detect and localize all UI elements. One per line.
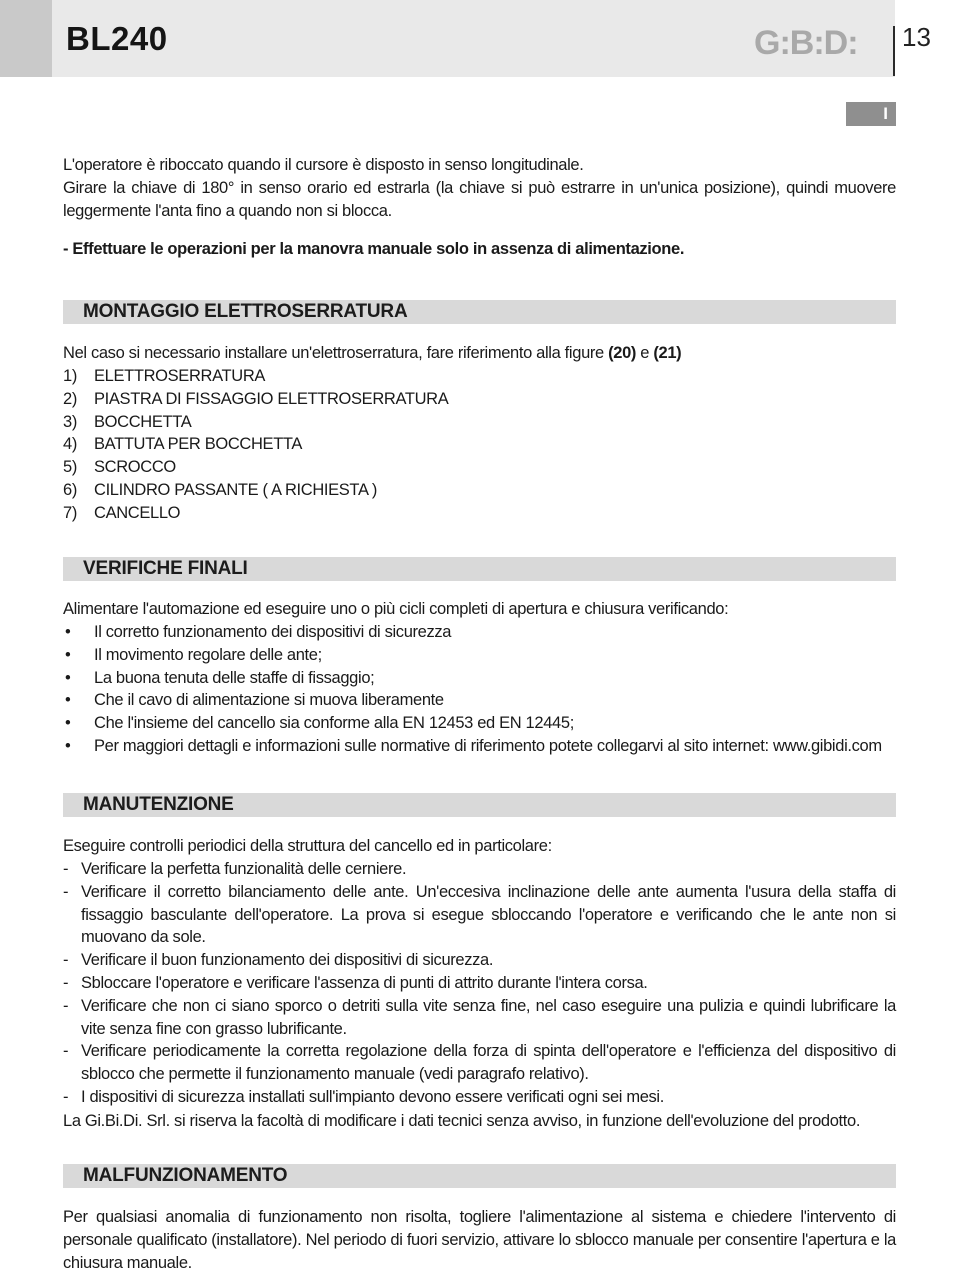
list-item: - Verificare il buon funzionamento dei dispositivi di sicurezza. (63, 951, 494, 970)
list-item: 2) PIASTRA DI FISSAGGIO ELETTROSERRATURA (63, 389, 449, 408)
manutenzione-intro: Eseguire controlli periodici della struttura del cancello ed in particolare: (63, 837, 552, 855)
section-header-malfunzionamento (63, 1164, 896, 1188)
maintenance-list (63, 858, 896, 1109)
checks-list (63, 621, 896, 758)
list-item: - Verificare che non ci siano sporco o detriti sulla vite senza fine, nel caso eseguire una pulizia e quindi lubrificare la vite senza fine con grasso lubrificante. (63, 996, 896, 1038)
montaggio-and: e (636, 344, 654, 362)
logo-text: G:B:D: (754, 24, 858, 62)
list-item: 7) CANCELLO (63, 503, 181, 522)
list-item: • Che l'insieme del cancello sia conforme alla EN 12453 ed EN 12445; (65, 714, 574, 733)
list-item: - Verificare il corretto bilanciamento delle ante. Un'eccesiva inclinazione delle ante aumenta l'usura della staffa di fissaggio basculante dell'operatore. La prova si esegue sbloccando l'operatore e verificando che le ante non si muovano da sole. (63, 882, 896, 947)
list-item: • Il corretto funzionamento dei dispositivi di sicurezza (65, 623, 452, 641)
list-item: - Verificare periodicamente la corretta regolazione della forza di spinta dell'operatore e l'efficienza del dispositivo di sblocco che permette il funzionamento manuale (vedi paragrafo relativo). (63, 1042, 896, 1084)
language-tab (846, 102, 896, 126)
section-title-montaggio: MONTAGGIO ELETTROSERRATURA (83, 301, 408, 322)
language-label: I (883, 104, 888, 123)
section-header-manutenzione (63, 793, 896, 817)
malfunzionamento-text: Per qualsiasi anomalia di funzionamento non risolta, togliere l'alimentazione al sistema e chiedere l'intervento di personale qualificato (installatore). Nel periodo di fuori servizio, attivare lo sblocco manuale per consentire l'apertura e la chiusura manuale. (63, 1208, 896, 1272)
intro-line-1: L'operatore è riboccato quando il cursore è disposto in senso longitudinale. (63, 156, 584, 174)
header-accent-block (0, 0, 52, 77)
list-item: - Sbloccare l'operatore e verificare l'assenza di punti di attrito durante l'intera corsa. (63, 973, 648, 992)
gibidi-logo (752, 22, 864, 62)
section-header-montaggio (63, 300, 896, 324)
list-item: 6) CILINDRO PASSANTE ( A RICHIESTA ) (63, 480, 378, 499)
list-item: • Che il cavo di alimentazione si muova liberamente (65, 691, 444, 710)
header-divider (893, 26, 895, 76)
disclaimer-text: La Gi.Bi.Di. Srl. si riserva la facoltà di modificare i dati tecnici senza avviso, in funzione dell'evoluzione del prodotto. (63, 1112, 861, 1130)
section-header-verifiche (63, 557, 896, 581)
list-item: 4) BATTUTA PER BOCCHETTA (63, 435, 303, 454)
model-title: BL240 (66, 20, 168, 57)
page-header (0, 0, 960, 77)
components-list (63, 365, 896, 525)
list-item: • Per maggiori dettagli e informazioni sulle normative di riferimento potete collegarvi al sito internet: www.gibidi.com (65, 736, 882, 755)
figure-ref-20: (20) (608, 344, 637, 362)
montaggio-intro-text: Nel caso si necessario installare un'elettroserratura, fare riferimento alla figure (63, 344, 609, 362)
list-item: 3) BOCCHETTA (63, 412, 192, 431)
list-item: • La buona tenuta delle staffe di fissaggio; (65, 668, 375, 687)
page-number: 13 (902, 22, 931, 52)
manual-operation-warning: - Effettuare le operazioni per la manovra manuale solo in assenza di alimentazione. (63, 240, 685, 258)
section-title-manutenzione: MANUTENZIONE (83, 794, 234, 815)
section-title-verifiche: VERIFICHE FINALI (83, 558, 248, 579)
list-item: 5) SCROCCO (63, 458, 176, 477)
section-title-malfunzionamento: MALFUNZIONAMENTO (83, 1165, 288, 1186)
montaggio-intro (63, 342, 896, 365)
verifiche-intro: Alimentare l'automazione ed eseguire uno o più cicli completi di apertura e chiusura verificando: (63, 600, 729, 618)
list-item: 1) ELETTROSERRATURA (63, 367, 266, 385)
intro-line-2: Girare la chiave di 180° in senso orario ed estrarla (la chiave si può estrarre in un'unica posizione), quindi muovere leggermente l'anta fino a quando non si blocca. (63, 179, 896, 220)
list-item: - I dispositivi di sicurezza installati sull'impianto devono essere verificati ogni sei mesi. (63, 1087, 664, 1106)
list-item: - Verificare la perfetta funzionalità delle cerniere. (63, 860, 407, 878)
list-item: • Il movimento regolare delle ante; (65, 645, 322, 664)
figure-ref-21: (21) (653, 344, 682, 362)
